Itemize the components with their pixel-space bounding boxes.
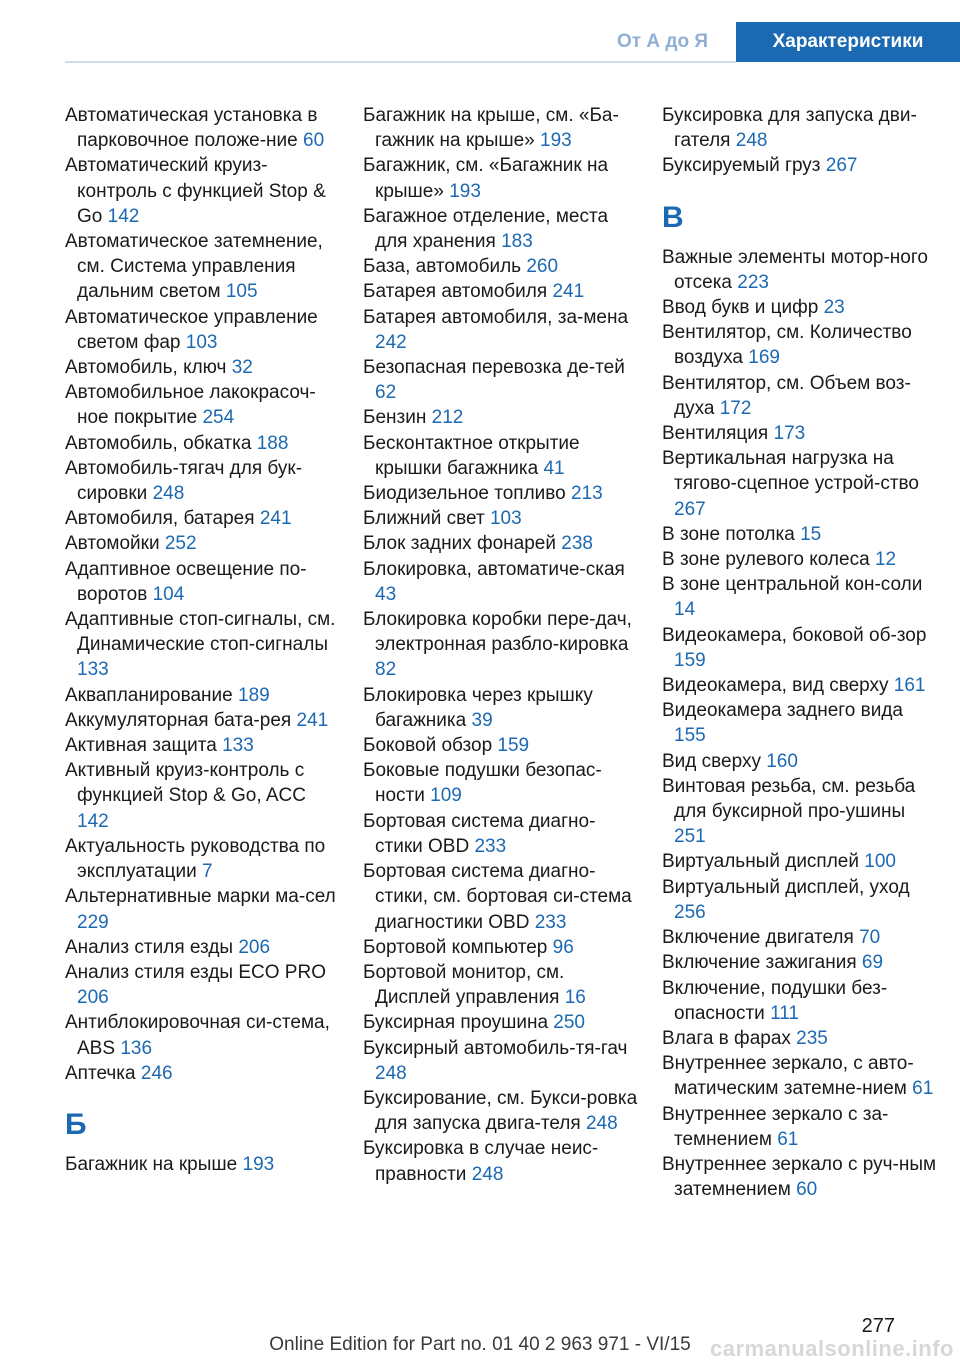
index-entry-text: Блокировка, автоматиче-ская [363,558,625,580]
index-page-link[interactable]: 69 [861,952,884,974]
index-entry [662,1026,937,1051]
index-entry-text: Автомобиль, ключ [65,357,227,379]
index-entry-text: Автоматическое управление светом фар [65,306,318,353]
index-page-link[interactable]: 193 [242,1153,275,1175]
index-entry [65,380,340,430]
index-entry [363,607,638,683]
index-entry-text: Буксировка для запуска дви-гателя [662,105,917,152]
index-entry [363,506,638,531]
index-entry-text: Активный круиз-контроль с функцией Stop & Go, ACC [65,760,306,807]
index-page-link[interactable]: 62 [375,382,397,404]
index-entry [363,935,638,960]
index-entry-text: Активная защита [65,735,217,757]
index-entry [65,834,340,884]
index-entry-text: Ближний свет [363,508,485,530]
index-entry [662,1152,937,1202]
index-entry-text: Вид сверху [662,750,761,772]
index-entry-text: Багажник, см. «Багажник на крыше» [363,155,609,202]
index-entry-text: Внутреннее зеркало с за-темнением [662,1103,889,1150]
index-entry-text: Анализ стиля езды ECO PRO [65,961,326,983]
index-entry [662,774,937,850]
index-entry [662,295,937,320]
index-entry [65,607,340,683]
index-page-link[interactable]: 60 [303,130,325,152]
watermark: carmanualsonline.info [710,1336,954,1361]
index-entry [662,623,937,673]
index-page-link[interactable]: 248 [585,1113,618,1135]
index-page-link[interactable]: 246 [140,1062,173,1084]
index-entry-text: Бензин [363,407,427,429]
index-entry-text: База, автомобиль [363,256,522,278]
index-entry-text: Блокировка через крышку багажника [363,684,593,731]
index-column-3 [662,103,937,1202]
index-entry-text: Биодизельное топливо [363,483,566,505]
index-entry-text: Виртуальный дисплей, уход [662,876,910,898]
index-page-link[interactable]: 213 [571,483,603,505]
index-page-link[interactable]: 206 [238,936,271,958]
index-entry-text: В зоне потолка [662,523,795,545]
index-entry-text: Автомобильное лакокрасоч-ное покрытие [65,382,316,429]
index-entry [65,305,340,355]
index-page-link[interactable]: 235 [796,1027,828,1049]
index-page-link[interactable]: 133 [77,659,109,681]
index-entry [662,103,937,153]
index-entry-text: Автоматическая установка в парковочное положе-ние [65,105,318,152]
index-page-link[interactable]: 43 [375,583,397,605]
index-entry-text: Актуальность руководства по эксплуатации [65,835,326,883]
index-page-link[interactable]: 172 [719,397,752,419]
index-page-link[interactable]: 160 [766,750,798,772]
index-entry [363,431,638,481]
index-page-link[interactable]: 7 [201,861,213,883]
index-entry [363,960,638,1010]
index-page-link[interactable]: 161 [893,675,926,697]
index-page-link[interactable]: 103 [185,331,218,353]
index-page-link[interactable]: 109 [430,785,462,807]
index-page-link[interactable]: 267 [674,498,706,520]
index-entry-text: Бортовой компьютер [363,936,548,958]
index-page-link[interactable]: 15 [800,523,822,545]
index-entry [65,884,340,934]
index-entry-text: Безопасная перевозка де-тей [363,357,625,379]
index-page-link[interactable]: 188 [256,432,289,454]
index-entry-text: В зоне рулевого колеса [662,549,870,571]
index-entry-text: Аккумуляторная бата-рея [65,709,292,731]
index-entry-text: Батарея автомобиля, за-мена [363,306,629,328]
index-entry [662,446,937,522]
index-entry [662,749,937,774]
index-entry-text: Ввод букв и цифр [662,297,819,319]
index-entry [363,1010,638,1035]
index-entry-text: Бортовая система диагно-стики OBD [363,810,596,857]
index-entry-text: Автомобиль, обкатка [65,432,252,454]
index-page-link[interactable]: 14 [674,599,696,621]
index-entry-text: Важные элементы мотор-ного отсека [662,246,928,293]
index-entry-text: Автоматическое затемнение, см. Система управления дальним светом [65,231,323,303]
index-page-link[interactable]: 193 [540,130,572,152]
index-entry [363,254,638,279]
index-page-link[interactable]: 96 [552,936,574,958]
index-entry [662,371,937,421]
index-page-link[interactable]: 241 [552,281,585,303]
index-entry [65,733,340,758]
index-entry [363,683,638,733]
index-column-1 [65,103,340,1177]
index-entry-text: Автомобиль-тягач для бук-сировки [65,457,303,505]
index-page-link[interactable]: 248 [375,1062,407,1084]
index-entry [65,960,340,1010]
index-entry-text: Блокировка коробки пере-дач, электронная разбло-кировка [363,609,632,656]
index-page-link[interactable]: 169 [748,347,780,369]
index-entry-text: В зоне центральной кон-соли [662,574,923,596]
index-entry [662,245,937,295]
index-entry-text: Вентилятор, см. Количество воздуха [662,322,912,369]
index-entry-text: Автоматический круиз-контроль с функцией Stop & Go [65,155,326,227]
index-letter-heading: В [662,200,684,234]
index-entry-text: Буксирный автомобиль-тя-гач [363,1037,628,1059]
page-header [0,0,960,62]
index-page-link[interactable]: 248 [471,1163,504,1185]
index-entry-text: Включение, подушки без-опасности [662,977,888,1024]
index-entry-text: Боковые подушки безопас-ности [363,760,602,807]
index-entry [662,976,937,1026]
index-entry-text: Бортовой монитор, см. Дисплей управления [363,961,565,1009]
index-entry [662,320,937,370]
index-entry [662,421,937,446]
index-letter-heading: Б [65,1107,87,1141]
index-entry-text: Внутреннее зеркало, с авто-матическим затемне-нием [662,1053,914,1100]
index-entry-text: Вентиляция [662,423,769,445]
index-entry [65,531,340,556]
index-entry-text: Бортовая система диагно-стики, см. бортовая си-стема диагностики OBD [363,861,632,933]
index-page-link[interactable]: 142 [77,810,109,832]
index-entry [65,506,340,531]
index-entry-text: Винтовая резьба, см. резьба для буксирной про-ушины [662,775,916,823]
index-entry-text: Включение зажигания [662,952,857,974]
index-entry [363,153,638,203]
index-page-link[interactable]: 250 [553,1012,585,1034]
index-entry-text: Аптечка [65,1062,136,1084]
index-page-link[interactable]: 248 [152,483,185,505]
footer-edition: Online Edition for Part no. 01 40 2 963 971 - VI/15 [269,1334,691,1355]
index-entry [65,557,340,607]
index-page-link[interactable]: 233 [534,911,567,933]
index-entry [65,1010,340,1060]
index-entry-text: Блок задних фонарей [363,533,556,555]
index-entry [65,456,340,506]
index-page-link[interactable]: 39 [471,709,493,731]
index-entry [363,1136,638,1186]
index-page-link[interactable]: 104 [152,583,185,605]
index-page-link[interactable]: 142 [107,205,140,227]
index-entry-text: Буксирная проушина [363,1012,549,1034]
index-entry-text: Видеокамера, боковой об-зор [662,624,927,646]
index-entry-text: Багажник на крыше, см. «Ба-гажник на крыше» [363,105,619,152]
index-page-link[interactable]: 241 [296,709,329,731]
index-page-link[interactable]: 267 [825,155,858,177]
index-entry-text: Вертикальная нагрузка на тягово-сцепное устрой-ство [662,448,919,495]
index-entry-text: Боковой обзор [363,735,493,757]
index-entry-text: Адаптивное освещение по-воротов [65,558,307,605]
index-entry-text: Багажное отделение, места для хранения [363,205,609,253]
index-page-link[interactable]: 229 [77,911,109,933]
index-entry [363,557,638,607]
index-entry [363,103,638,153]
index-entry [662,698,937,748]
index-entry-text: Автомойки [65,533,160,555]
index-entry [662,925,937,950]
index-entry [363,204,638,254]
index-entry [662,950,937,975]
index-entry [363,733,638,758]
index-entry [65,935,340,960]
index-entry [662,547,937,572]
index-page-link[interactable]: 238 [561,533,593,555]
page-number: 277 [861,1315,895,1337]
index-entry-text: Буксируемый груз [662,155,821,177]
index-entry-text: Автомобиля, батарея [65,508,255,530]
index-page-link[interactable]: 252 [164,533,197,555]
index-entry-text: Вентилятор, см. Объем воз-духа [662,372,911,419]
index-page-link[interactable]: 105 [225,281,258,303]
index-page-link[interactable]: 32 [231,357,253,379]
index-page-link[interactable]: 242 [375,331,407,353]
index-page-link[interactable]: 16 [564,987,586,1009]
index-entry-text: Буксировка в случае неис-правности [363,1138,599,1185]
index-entry [65,355,340,380]
index-entry [65,683,340,708]
index-entry [363,279,638,304]
index-entry [662,673,937,698]
index-entry [662,1102,937,1152]
index-page-link[interactable]: 189 [238,684,270,706]
index-entry [65,758,340,834]
index-entry-text: Антиблокировочная си-стема, ABS [65,1012,330,1059]
index-entry [65,153,340,229]
index-entry [662,875,937,925]
index-page-link[interactable]: 256 [674,901,706,923]
index-page-link[interactable]: 260 [526,256,559,278]
index-entry-text: Буксирование, см. Букси-ровка для запуска двига-теля [363,1087,638,1135]
index-entry [662,153,937,178]
index-page-link[interactable]: 183 [501,231,533,253]
index-entry [65,229,340,305]
index-entry-text: Багажник на крыше [65,1153,238,1175]
index-page-link[interactable]: 193 [449,180,481,202]
index-page-link[interactable]: 70 [859,927,881,949]
index-entry-text: Включение двигателя [662,927,854,949]
index-entry [65,1061,340,1086]
index-entry [363,1086,638,1136]
index-page-link[interactable]: 251 [674,826,706,848]
section-label: От А до Я [617,31,708,52]
index-page-link[interactable]: 223 [737,271,769,293]
index-entry-text: Виртуальный дисплей [662,851,859,873]
index-entry [662,572,937,622]
index-page-link[interactable]: 254 [202,407,235,429]
index-entry [65,103,340,153]
index-entry [662,1051,937,1101]
index-page-link[interactable]: 173 [773,423,806,445]
index-page-link[interactable]: 248 [735,130,768,152]
index-entry-text: Видеокамера, вид сверху [662,675,889,697]
index-page-link[interactable]: 212 [431,407,464,429]
index-entry-text: Влага в фарах [662,1027,791,1049]
index-entry-text: Аквапланирование [65,684,233,706]
chapter-title-tab: Характеристики [736,22,960,62]
index-page-link[interactable]: 61 [777,1128,799,1150]
index-page-link[interactable]: 111 [770,1002,799,1024]
index-page-link[interactable]: 155 [674,725,706,747]
index-entry [363,859,638,935]
index-entry [363,809,638,859]
index-page-link[interactable]: 41 [543,457,565,479]
index-entry-text: Батарея автомобиля [363,281,548,303]
index-entry [363,305,638,355]
index-page-link[interactable]: 61 [912,1078,934,1100]
index-entry [662,849,937,874]
index-page-link[interactable]: 233 [474,835,507,857]
index-entry [363,1036,638,1086]
index-entry-text: Бесконтактное открытие крышки багажника [363,432,580,479]
index-entry-text: Видеокамера заднего вида [662,700,903,722]
index-page-link[interactable]: 206 [77,987,109,1009]
index-entry [65,431,340,456]
index-page-link[interactable]: 60 [796,1179,818,1201]
index-page-link[interactable]: 12 [874,549,897,571]
index-entry [65,708,340,733]
index-entry [363,355,638,405]
index-page-link[interactable]: 23 [823,297,845,319]
index-entry-text: Альтернативные марки ма-сел [65,886,336,908]
index-entry [363,531,638,556]
index-page-link[interactable]: 159 [497,735,530,757]
index-page-link[interactable]: 159 [674,649,706,671]
index-page-link[interactable]: 100 [864,851,896,873]
index-page-link[interactable]: 136 [120,1037,153,1059]
index-entry [65,1152,340,1177]
index-entry [363,405,638,430]
index-column-2 [363,103,638,1187]
index-entry-text: Адаптивные стоп-сигналы, см. Динамические стоп-сигналы [65,609,336,656]
index-entry [662,522,937,547]
index-page-link[interactable]: 133 [222,735,254,757]
index-entry-text: Внутреннее зеркало с руч-ным затемнением [662,1153,937,1201]
index-entry [363,758,638,808]
index-page-link[interactable]: 82 [375,659,397,681]
header-rule [65,61,736,63]
index-page-link[interactable]: 241 [259,508,292,530]
index-page-link[interactable]: 103 [489,508,522,530]
index-entry [363,481,638,506]
index-entry-text: Анализ стиля езды [65,936,234,958]
